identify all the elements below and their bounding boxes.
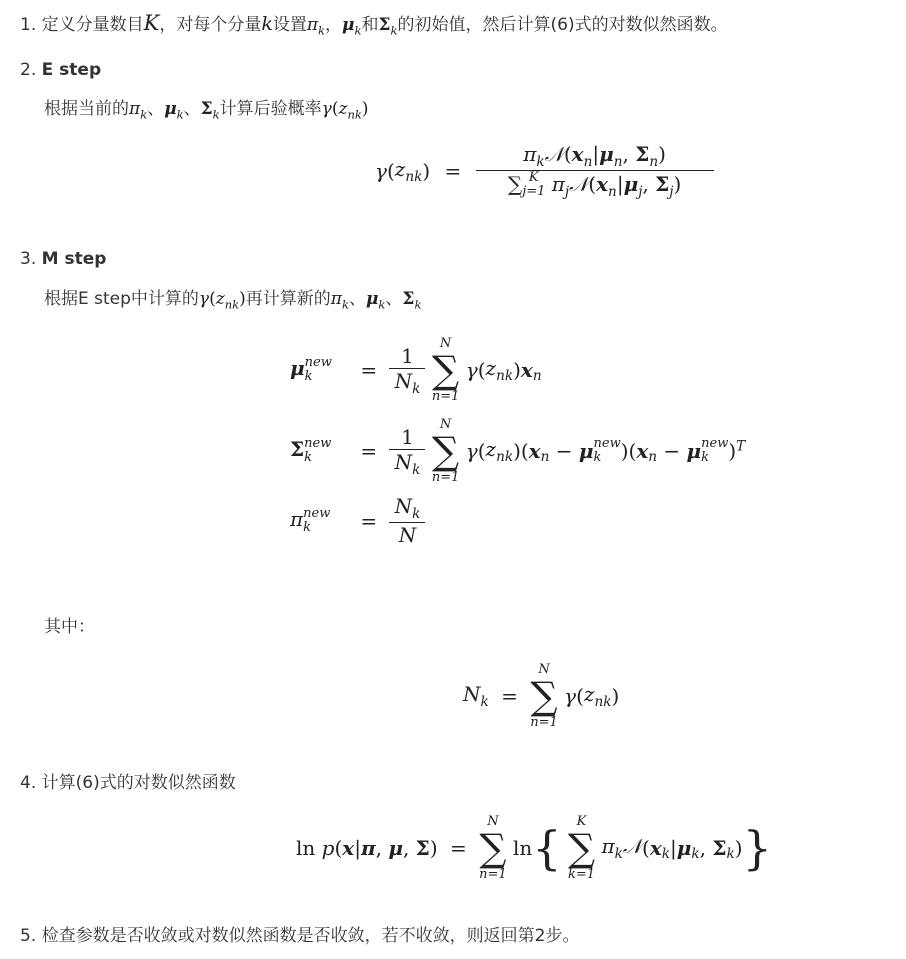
formula-gamma: $\gamma(z_{nk})$ = $\pi_k𝒩(x_n|\mu_n$, $\Sigma_n$) ∑ K j=1 $\pi_j𝒩(x_n|\mu_j$, $\Sigma_j$) [375,142,714,200]
step-3-title: M step [41,249,107,269]
step-2-title: E step [41,60,102,80]
step-4: 4. 计算(6)式的对数似然函数 [20,773,236,793]
formula-nk: $N_k$ = N ∑ n=1 $\gamma(z_{nk})$ [463,662,620,730]
step-3-desc: 根据E step中计算的$\gamma(z_{nk})$再计算新的$\pi_k$、$\mu_k$、$\Sigma_k$ [44,289,422,312]
step-1: 1. 定义分量数目K，对每个分量k设置$\pi_k$，$\mu_k$和$\Sigma_k$的初始值，然后计算(6)式的对数似然函数。 [20,11,728,38]
formula-pi-new: π new k = $\frac{N_k}{N}$ [290,494,425,547]
formula-sigma-new: Σ new k = $\frac{1}{N_k}$ N ∑ n=1 $\gamma(z_{nk})(x_n - \mu$ new k )($x_n - \mu$ new k )$^T$ [290,417,746,485]
where-label: 其中： [44,617,95,637]
step-2-header: 2. E step [20,60,102,80]
step-5: 5. 检查参数是否收敛或对数似然函数是否收敛，若不收敛，则返回第2步。 [20,926,580,946]
formula-log-likelihood: ln p(x|π, μ, Σ) = N ∑ n=1 ln{ K ∑ k=1 $\pi_k𝒩(x_k|\mu_k$, $\Sigma_k$)} [296,814,772,882]
step-1-text-b: ，对每个分量 [159,15,262,35]
step-1-text-c: 设置 [272,15,307,35]
formula-mu-new: μ new k = $\frac{1}{N_k}$ N ∑ n=1 $\gamma(z_{nk})x_n$ [290,336,542,404]
step-1-number: 1. [20,15,37,35]
step-4-text: 计算(6)式的对数似然函数 [41,773,236,793]
step-1-text-d: 的初始值，然后计算(6)式的对数似然函数。 [397,15,728,35]
step-2-desc: 根据当前的$\pi_k$、$\mu_k$、$\Sigma_k$计算后验概率$\gamma(z_{nk})$ [44,99,369,122]
step-1-text-a: 定义分量数目 [41,15,144,35]
step-3-header: 3. M step [20,249,107,269]
step-5-text: 检查参数是否收敛或对数似然函数是否收敛，若不收敛，则返回第2步。 [41,926,580,946]
